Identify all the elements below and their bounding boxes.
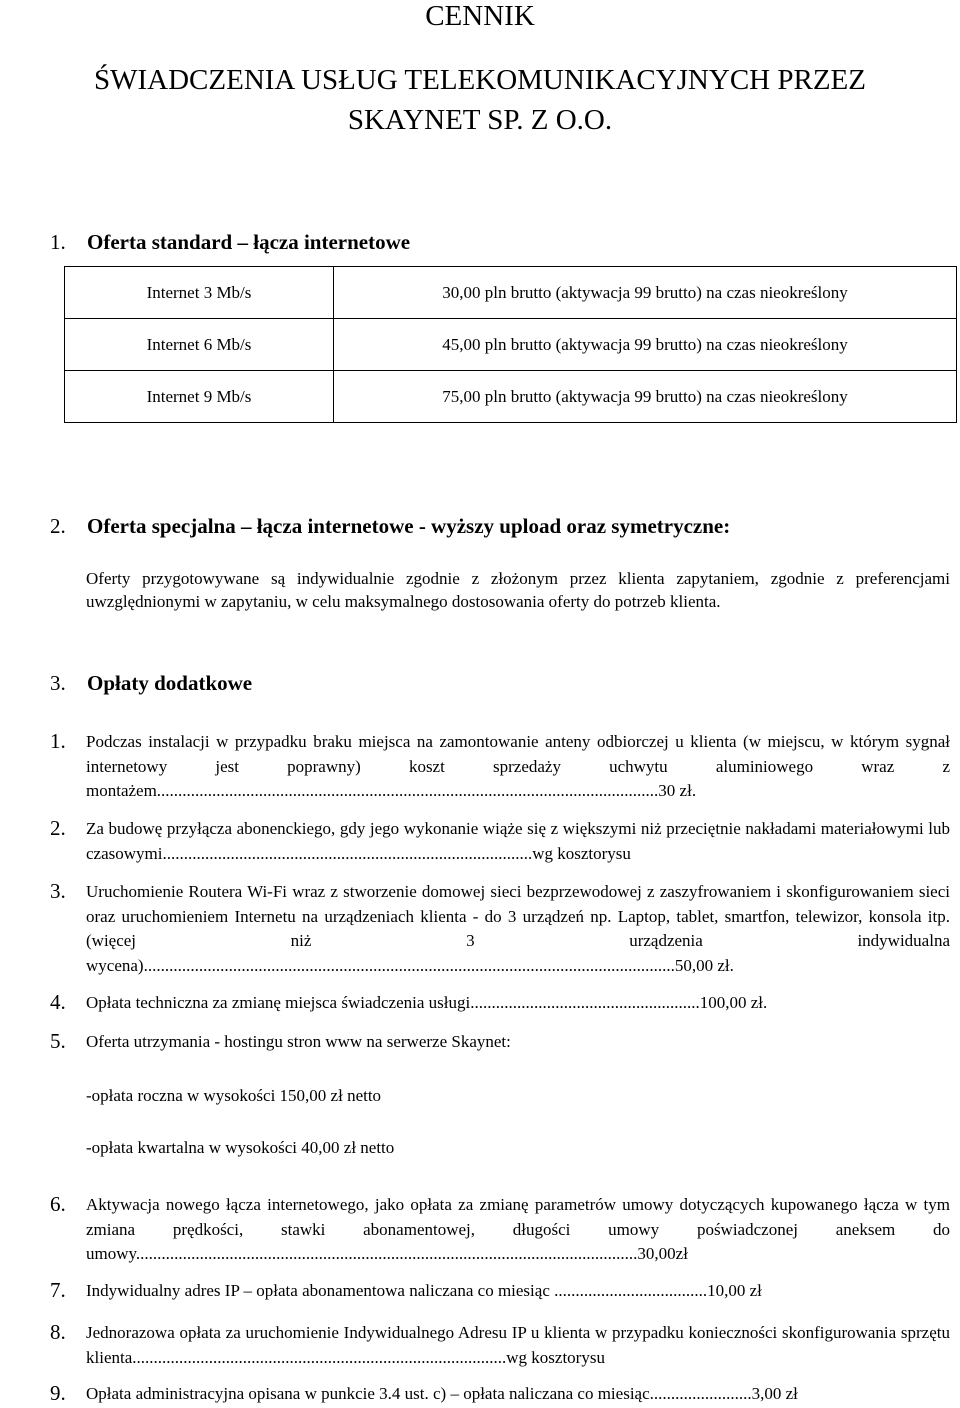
section-3-heading — [50, 670, 252, 696]
section-2-text: Oferty przygotowywane są indywidualnie zgodnie z złożonym przez klienta zapytaniem, zgodnie z preferencjami uwzględnionymi w zapytaniu, w celu maksymalnego dostosowania oferty do potrzeb klienta. — [86, 569, 950, 611]
offer-price: 30,00 pln brutto (aktywacja 99 brutto) na czas nieokreślony — [334, 267, 957, 319]
item-number: 7. — [50, 1278, 66, 1302]
section-1-title: Oferta standard – łącza internetowe — [87, 230, 411, 254]
section-2-title: Oferta specjalna – łącza internetowe - wyższy upload oraz symetryczne: — [87, 514, 731, 538]
page-subtitle — [0, 60, 960, 140]
table-row — [65, 267, 957, 319]
item-text: Opłata administracyjna opisana w punkcie 3.4 ust. c) – opłata naliczana co miesiąc........................3,00 zł — [86, 1384, 798, 1403]
item-number: 6. — [50, 1192, 66, 1216]
section-2-heading — [50, 513, 730, 539]
section-2-number: 2. — [50, 514, 66, 538]
item-text: Uruchomienie Routera Wi-Fi wraz z stworzenie domowej sieci bezprzewodowej z zaszyfrowaniem i skonfigurowaniem sieci oraz uruchomieniem Internetu na urządzeniach klienta - do 3 urządzeń np. Laptop, tablet, smartfon, telewizor, konsola itp. (więcej niż 3 urządzenia indywidualna wycena).............................................................................................................................50,00 zł. — [86, 882, 950, 975]
item-number: 9. — [50, 1381, 66, 1405]
hosting-annual-fee: -opłata roczna w wysokości 150,00 zł netto — [86, 1086, 382, 1105]
item-text: Indywidualny adres IP – opłata abonamentowa naliczana co miesiąc ....................................10,00 zł — [86, 1281, 762, 1300]
page-title: CENNIK — [425, 0, 535, 32]
item-text: Jednorazowa opłata za uruchomienie Indywidualnego Adresu IP u klienta w przypadku konieczności skonfigurowania sprzętu klienta........................................................................................wg kosztorysu — [86, 1323, 950, 1367]
section-1-number: 1. — [50, 230, 66, 254]
offer-price: 45,00 pln brutto (aktywacja 99 brutto) na czas nieokreślony — [334, 319, 957, 371]
item-number: 4. — [50, 990, 66, 1014]
item-number: 3. — [50, 879, 66, 903]
section-3-number: 3. — [50, 671, 66, 695]
item-text: Za budowę przyłącza abonenckiego, gdy jego wykonanie wiąże się z większymi niż przeciętnie nakładami materiałowymi lub czasowymi.......................................................................................wg kosztorysu — [86, 819, 950, 863]
item-number: 5. — [50, 1029, 66, 1053]
item-number: 8. — [50, 1320, 66, 1344]
subtitle-line-2: SKAYNET SP. Z O.O. — [347, 104, 613, 136]
offer-price: 75,00 pln brutto (aktywacja 99 brutto) na czas nieokreślony — [334, 371, 957, 423]
item-text: Opłata techniczna za zmianę miejsca świadczenia usługi......................................................100,00 zł. — [86, 993, 768, 1012]
offer-name: Internet 9 Mb/s — [65, 371, 334, 423]
item-number: 1. — [50, 729, 66, 753]
item-number: 2. — [50, 816, 66, 840]
hosting-quarterly-fee: -opłata kwartalna w wysokości 40,00 zł netto — [86, 1138, 395, 1157]
offer-name: Internet 6 Mb/s — [65, 319, 334, 371]
item-text: Podczas instalacji w przypadku braku miejsca na zamontowanie anteny odbiorczej u klienta (w miejscu, w którym sygnał internetowy jest poprawny) koszt sprzedaży uchwytu aluminiowego wraz z montażem......................................................................................................................30 zł. — [86, 732, 950, 801]
standard-offer-table — [64, 266, 957, 423]
offer-name: Internet 3 Mb/s — [65, 267, 334, 319]
table-row — [65, 319, 957, 371]
item-text: Aktywacja nowego łącza internetowego, jako opłata za zmianę parametrów umowy dotyczących kupowanego łącza w tym zmiana prędkości, stawki abonamentowej, długości umowy poświadczonej aneksem do umowy......................................................................................................................30,00zł — [86, 1195, 950, 1264]
item-text: Oferta utrzymania - hostingu stron www na serwerze Skaynet: — [86, 1032, 511, 1051]
section-1-heading — [50, 229, 410, 255]
section-3-title: Opłaty dodatkowe — [87, 671, 253, 695]
table-row — [65, 371, 957, 423]
subtitle-line-1: ŚWIADCZENIA USŁUG TELEKOMUNIKACYJNYCH PRZEZ — [94, 64, 866, 96]
